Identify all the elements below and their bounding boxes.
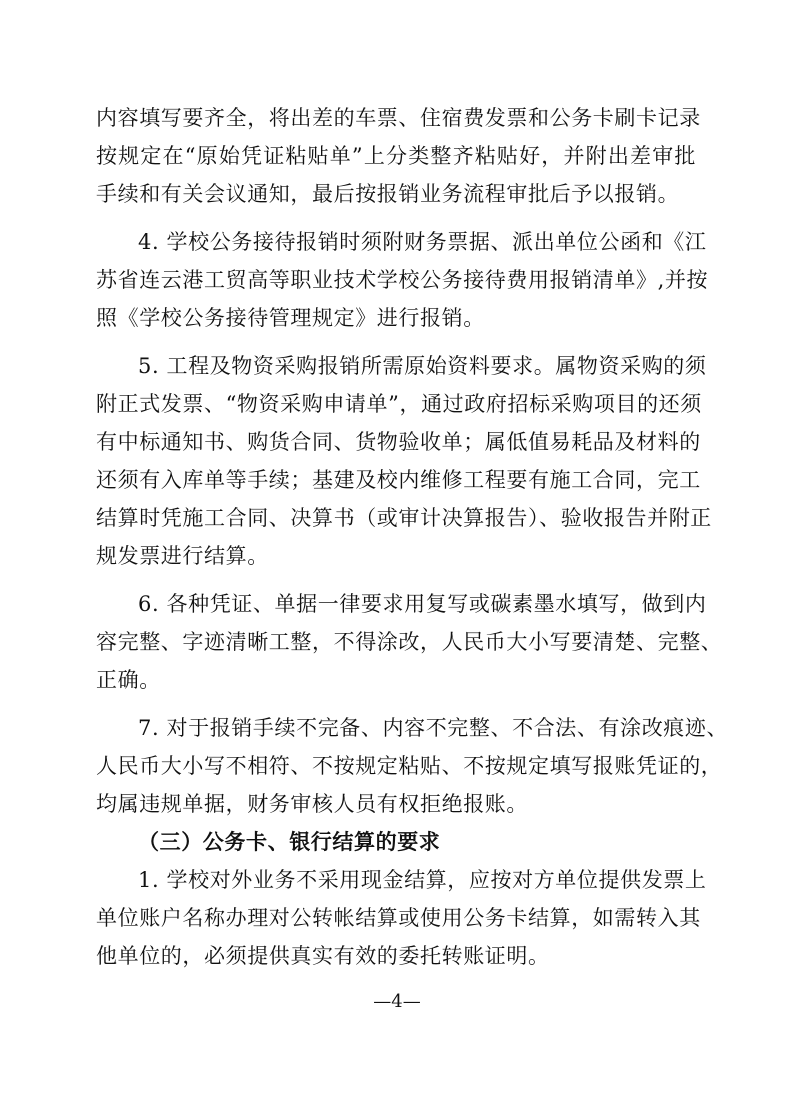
body-text-line: 附正式发票、“物资采购申请单”，通过政府招标采购项目的还须 [96, 392, 702, 416]
body-text-line: 他单位的，必须提供真实有效的委托转账证明。 [96, 944, 550, 968]
body-text-line: 照《学校公务接待管理规定》进行报销。 [96, 306, 485, 330]
body-text-line: 均属违规单据，财务审核人员有权拒绝报账。 [96, 792, 528, 816]
paragraph-5-line: 5. 工程及物资采购报销所需原始资料要求。属物资采购的须 [138, 354, 707, 378]
body-text-line: 还须有入库单等手续；基建及校内维修工程要有施工合同，完工 [96, 468, 701, 492]
section-heading: （三）公务卡、银行结算的要求 [138, 829, 441, 854]
body-text-line: 人民币大小写不相符、不按规定粘贴、不按规定填写报账凭证的， [96, 754, 723, 778]
body-text-line: 有中标通知书、购货合同、货物验收单；属低值易耗品及材料的 [96, 430, 701, 454]
paragraph-6-line: 6. 各种凭证、单据一律要求用复写或碳素墨水填写，做到内 [138, 592, 707, 616]
body-text-line: 容完整、字迹清晰工整，不得涂改，人民币大小写要清楚、完整、 [96, 630, 723, 654]
body-text-line: 单位账户名称办理对公转帐结算或使用公务卡结算，如需转入其 [96, 906, 701, 930]
paragraph-1-line: 1. 学校对外业务不采用现金结算，应按对方单位提供发票上 [138, 868, 707, 892]
body-text-line: 结算时凭施工合同、决算书（或审计决算报告）、验收报告并附正 [96, 506, 712, 530]
page-number: —4— [373, 991, 421, 1012]
body-text-line: 正确。 [96, 668, 161, 692]
body-text-line: 内容填写要齐全，将出差的车票、住宿费发票和公务卡刷卡记录 [96, 106, 701, 130]
body-text-line: 苏省连云港工贸高等职业技术学校公务接待费用报销清单》,并按 [96, 268, 709, 292]
body-text-line: 按规定在“原始凭证粘贴单”上分类整齐粘贴好，并附出差审批 [96, 144, 696, 168]
paragraph-7-line: 7. 对于报销手续不完备、内容不完整、不合法、有涂改痕迹、 [138, 716, 729, 740]
body-text-line: 手续和有关会议通知，最后按报销业务流程审批后予以报销。 [96, 182, 680, 206]
body-text-line: 规发票进行结算。 [96, 544, 269, 568]
paragraph-4-line: 4. 学校公务接待报销时须附财务票据、派出单位公函和《江 [138, 230, 707, 254]
